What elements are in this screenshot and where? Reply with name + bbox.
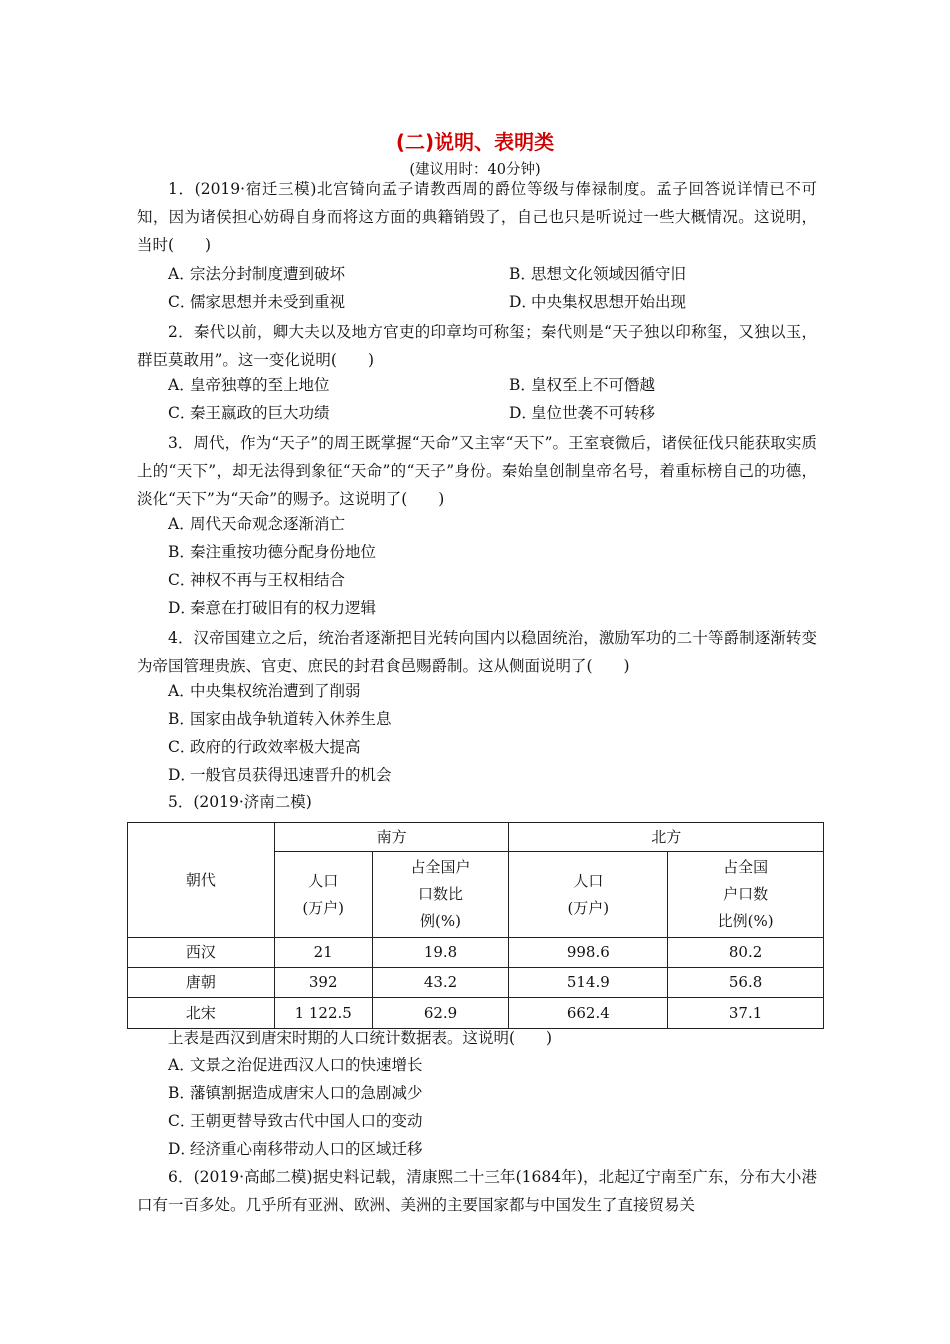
option-letter: B． xyxy=(168,1084,195,1102)
option-letter: A． xyxy=(168,265,195,283)
question-6-stem: 6．(2019·高邮二模)据史料记载，清康熙二十三年(1684年)，北起辽宁南至广东，分布大小港口有一百多处。几乎所有亚洲、欧洲、美洲的主要国家都与中国发生了直接贸易关 xyxy=(137,1168,817,1214)
question-4-option-c[interactable] xyxy=(168,736,361,758)
header-line: 人口 xyxy=(308,871,339,890)
header-line: (万户) xyxy=(567,898,610,917)
cell-south-pop: 1 122.5 xyxy=(274,998,372,1029)
header-line: 占全国 xyxy=(723,858,769,876)
question-3-option-c[interactable] xyxy=(168,569,345,591)
option-text: 周代天命观念逐渐消亡 xyxy=(190,515,346,533)
option-letter: D． xyxy=(509,404,537,422)
cell-north-pct: 37.1 xyxy=(668,998,824,1029)
option-text: 秦注重按功德分配身份地位 xyxy=(190,543,377,561)
question-5-stem: 5．(2019·济南二模) xyxy=(168,793,312,811)
option-letter: C． xyxy=(168,571,196,589)
cell-north-pop: 514.9 xyxy=(509,968,668,998)
header-line: 户口数 xyxy=(723,885,769,903)
cell-south-pop: 21 xyxy=(274,938,372,968)
option-text: 国家由战争轨道转入休养生息 xyxy=(190,710,392,728)
option-letter: B． xyxy=(168,710,195,728)
question-2-option-c[interactable] xyxy=(168,402,330,424)
option-letter: C． xyxy=(168,1112,196,1130)
cell-dynasty: 北宋 xyxy=(128,998,275,1029)
question-1-option-c[interactable] xyxy=(168,291,345,313)
option-text: 一般官员获得迅速晋升的机会 xyxy=(190,766,392,784)
question-2-option-a[interactable] xyxy=(168,374,330,396)
cell-south-pop: 392 xyxy=(274,968,372,998)
option-text: 王朝更替导致古代中国人口的变动 xyxy=(190,1112,423,1130)
cell-north-pop: 998.6 xyxy=(509,938,668,968)
option-text: 皇位世袭不可转移 xyxy=(531,404,656,422)
option-text: 中央集权思想开始出现 xyxy=(531,293,687,311)
cell-north-pct: 80.2 xyxy=(668,938,824,968)
table-row xyxy=(128,938,824,968)
option-text: 秦王嬴政的巨大功绩 xyxy=(190,404,330,422)
question-3-option-d[interactable] xyxy=(168,597,376,619)
header-north: 北方 xyxy=(509,823,824,852)
question-1-option-d[interactable] xyxy=(509,291,686,313)
option-letter: D． xyxy=(168,599,196,617)
question-3-option-b[interactable] xyxy=(168,541,376,563)
question-4-stem: 4．汉帝国建立之后，统治者逐渐把目光转向国内以稳固统治，激励军功的二十等爵制逐渐转变为帝国管理贵族、官吏、庶民的封君食邑赐爵制。这从侧面说明了( ) xyxy=(137,629,817,675)
option-text: 皇帝独尊的至上地位 xyxy=(190,376,330,394)
header-dynasty: 朝代 xyxy=(128,823,275,938)
cell-dynasty: 唐朝 xyxy=(128,968,275,998)
option-text: 思想文化领域因循守旧 xyxy=(531,265,687,283)
question-3-option-a[interactable] xyxy=(168,513,345,535)
option-text: 中央集权统治遭到了削弱 xyxy=(190,682,361,700)
header-line: 例(%) xyxy=(420,912,462,930)
header-line: 口数比 xyxy=(418,885,464,903)
header-line: 比例(%) xyxy=(717,912,774,930)
option-letter: A． xyxy=(168,376,195,394)
header-south-population xyxy=(274,852,372,938)
question-1-option-b[interactable] xyxy=(509,263,686,285)
cell-north-pct: 56.8 xyxy=(668,968,824,998)
question-3-stem: 3．周代，作为“天子”的周王既掌握“天命”又主宰“天下”。王室衰微后，诸侯征伐只能获取实质上的“天下”，却无法得到象征“天命”的“天子”身份。秦始皇创制皇帝名号，着重标榜自己的功德，淡化“天下”为“天命”的赐予。这说明了( ) xyxy=(137,434,817,508)
cell-south-pct: 43.2 xyxy=(372,968,509,998)
cell-dynasty: 西汉 xyxy=(128,938,275,968)
option-letter: C． xyxy=(168,404,196,422)
option-text: 藩镇割据造成唐宋人口的急剧减少 xyxy=(190,1084,423,1102)
population-table xyxy=(127,822,824,1029)
question-2-option-d[interactable] xyxy=(509,402,655,424)
question-2-stem: 2．秦代以前，卿大夫以及地方官吏的印章均可称玺；秦代则是“天子独以印称玺，又独以玉，群臣莫敢用”。这一变化说明( ) xyxy=(137,323,817,369)
cell-south-pct: 19.8 xyxy=(372,938,509,968)
table-row xyxy=(128,968,824,998)
option-letter: A． xyxy=(168,682,195,700)
option-letter: D． xyxy=(509,293,537,311)
option-text: 秦意在打破旧有的权力逻辑 xyxy=(190,599,377,617)
cell-north-pop: 662.4 xyxy=(509,998,668,1029)
option-letter: C． xyxy=(168,738,196,756)
option-text: 皇权至上不可僭越 xyxy=(531,376,656,394)
header-north-population xyxy=(509,852,668,938)
cell-south-pct: 62.9 xyxy=(372,998,509,1029)
question-1-option-a[interactable] xyxy=(168,263,345,285)
header-line: 人口 xyxy=(573,871,604,890)
option-text: 文景之治促进西汉人口的快速增长 xyxy=(190,1056,423,1074)
option-letter: D． xyxy=(168,766,196,784)
question-5-option-b[interactable] xyxy=(168,1082,423,1104)
option-text: 经济重心南移带动人口的区域迁移 xyxy=(190,1140,423,1158)
option-text: 政府的行政效率极大提高 xyxy=(190,738,361,756)
question-5-after-table: 上表是西汉到唐宋时期的人口统计数据表。这说明( ) xyxy=(168,1029,553,1047)
option-letter: A． xyxy=(168,515,195,533)
option-text: 儒家思想并未受到重视 xyxy=(190,293,346,311)
question-1-stem: 1．(2019·宿迁三模)北宫锜向孟子请教西周的爵位等级与俸禄制度。孟子回答说详情已不可知，因为诸侯担心妨碍自身而将这方面的典籍销毁了，自己也只是听说过一些大概情况。这说明，当时( ) xyxy=(137,180,817,254)
header-line: (万户) xyxy=(302,898,345,917)
header-south: 南方 xyxy=(274,823,509,852)
header-north-percent xyxy=(668,852,824,938)
question-4-option-a[interactable] xyxy=(168,680,361,702)
option-letter: B． xyxy=(168,543,195,561)
option-letter: C． xyxy=(168,293,196,311)
option-letter: B． xyxy=(509,265,536,283)
question-4-option-d[interactable] xyxy=(168,764,392,786)
question-4-option-b[interactable] xyxy=(168,708,392,730)
header-south-percent xyxy=(372,852,509,938)
question-2-option-b[interactable] xyxy=(509,374,655,396)
question-5-option-a[interactable] xyxy=(168,1054,423,1076)
page-title: (二)说明、表明类 xyxy=(395,130,555,154)
option-letter: D． xyxy=(168,1140,196,1158)
option-letter: A． xyxy=(168,1056,195,1074)
option-letter: B． xyxy=(509,376,536,394)
page-subtitle: (建议用时：40分钟) xyxy=(409,162,541,178)
question-5-option-c[interactable] xyxy=(168,1110,423,1132)
question-5-option-d[interactable] xyxy=(168,1138,423,1160)
option-text: 宗法分封制度遭到破坏 xyxy=(190,265,346,283)
option-text: 神权不再与王权相结合 xyxy=(190,571,346,589)
header-line: 占全国户 xyxy=(410,858,471,876)
